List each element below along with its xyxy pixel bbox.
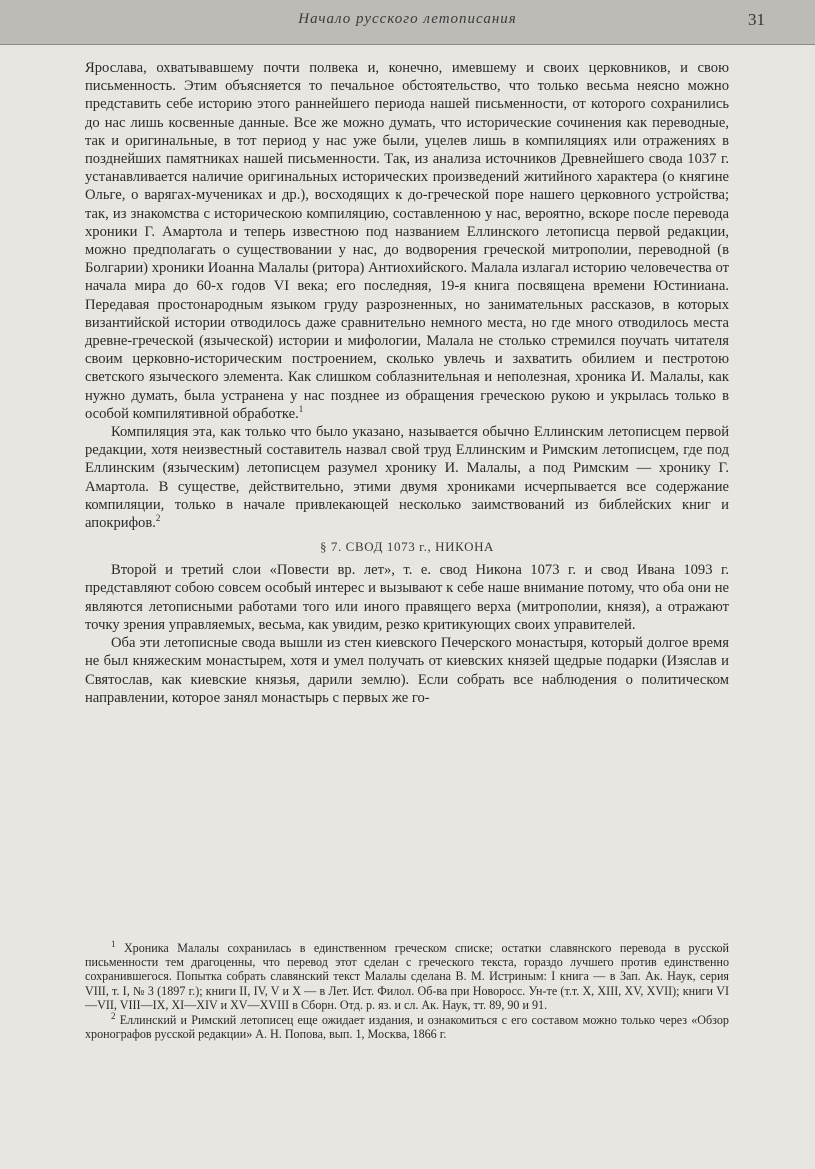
- footnote: [85, 938, 729, 1012]
- footnote: [85, 1010, 729, 1042]
- footnote-mark: 1: [111, 938, 116, 949]
- running-title: Начало русского летописания: [298, 11, 517, 27]
- footnote-mark: 2: [111, 1010, 116, 1021]
- footnote-ref: 2: [155, 513, 161, 524]
- page-header: [0, 0, 815, 45]
- footnote-ref: 1: [298, 404, 304, 414]
- main-text: [85, 59, 729, 707]
- footnote-text: Хроника Малалы сохранилась в единственном греческом списке; остатки славянского перевода в русской письменности тем драгоценны, что перевод этот сделан с греческого текста, гораздо лучшего против единственно сохранившегося. Попытка собрать славянский текст Малалы сделана В. М. Истриным: I книга — в Зап. Ак. Наук, серия VIII, т. I, № 3 (1897 г.); книги II, IV, V и X — в Лет. Ист. Филол. Об-ва при Новоросс. Ун-те (т.т. X, XIII, XV, XVII); книги VI—VII, VIII—IX, XI—XIV и XV—XVIII в Сборн. Отд. р. яз. и сл. Ак. Наук, тт. 89, 90 и 91.: [85, 941, 729, 1012]
- page-number: 31: [748, 10, 765, 29]
- paragraph-text: Компиляция эта, как только что было указано, называется обычно Еллинским летописцем первой редакции, хотя неизвестный составитель назвал свой труд Еллинским и Римским летописцем, где под Еллинским (языческим) летописцем разумел хронику И. Малалы, а под Римским — хронику Г. Амартола. В существе, действительно, этими двумя хрониками исчерпывается все содержание компиляции, только в начале привлекающей несколько заимствований из библейских книг и апокрифов.: [85, 424, 729, 532]
- paragraph: Второй и третий слои «Повести вр. лет», т. е. свод Никона 1073 г. и свод Ивана 1093 г. представляют собою совсем особый интерес и вызывают к себе наше внимание потому, что оба они не являются летописными работами того или иного правящего верха (митрополии, князя), а отражают точку зрения управляемых, весьма, как увидим, резко критикующих своих управителей.: [85, 562, 729, 633]
- paragraph: Оба эти летописные свода вышли из стен киевского Печерского монастыря, который долгое время не был княжеским монастырем, хотя и умел получать от киевских князей щедрые подарки (Изяслав и Святослав, как киевские князья, дарили землю). Если собрать все наблюдения о политическом направлении, которое занял монастырь с первых же го-: [85, 635, 729, 706]
- footnote-text: Еллинский и Римский летописец еще ожидает издания, и ознакомиться с его составом можно только через «Обзор хронографов русской редакции» А. Н. Попова, вып. 1, Москва, 1866 г.: [85, 1013, 729, 1042]
- paragraph: [85, 423, 729, 532]
- paragraph-text: Ярослава, охватывавшему почти полвека и, конечно, имевшему и своих церковников, и свою письменность. Этим объясняется то печальное обстоятельство, что только весьма неясно можно представить себе историю этого раннейшего периода нашей письменности, от которого сохранились до нас лишь косвенные данные. Все же можно думать, что исторические сочинения как переводные, так и оригинальные, в тот период у нас уже были, уцелев лишь в компиляциях или отражениях в позднейших памятниках нашей письменности. Так, из анализа источников Древнейшего свода 1037 г. устанавливается наличие оригинальных исторических произведений житийного характера (о княгине Ольге, о варягах-мучениках и др.), восходящих к до-греческой поре нашего церковного устройства; так, из знакомства с историческою компиляцию, составленною у нас, вероятно, вскоре после перевода хроники Г. Амартола и теперь известною под названием Еллинского летописца первой редакции, можно предполагать о существовании у нас, до водворения греческой митрополии, переводной (в Болгарии) хроники Иоанна Малалы (ритора) Антиохийского. Малала излагал историю человечества от начала мира до 60-х годов VI века; его последняя, 19-я книга посвящена времени Юстиниана. Передавая простонародным языком груду разрозненных, но занимательных рассказов, в которых византийской истории отводилось даже сравнительно немного места, но где много отводилось места древне-греческой (языческой) истории и мифологии, Малала не столько стремился поучать читателя своим церковно-историческим построением, сколько увлечь и захватить обилием и пестротою светского языческого элемента. Как слишком соблазнительная и неполезная, хроника И. Малалы, как нужно думать, была устранена у нас позднее из обращения греческою рукою и укрылась только в особой компилятивной обработке.: [85, 60, 729, 422]
- footnotes: [85, 938, 729, 1042]
- section-title: § 7. СВОД 1073 г., НИКОНА: [319, 539, 495, 555]
- paragraph: [85, 59, 729, 423]
